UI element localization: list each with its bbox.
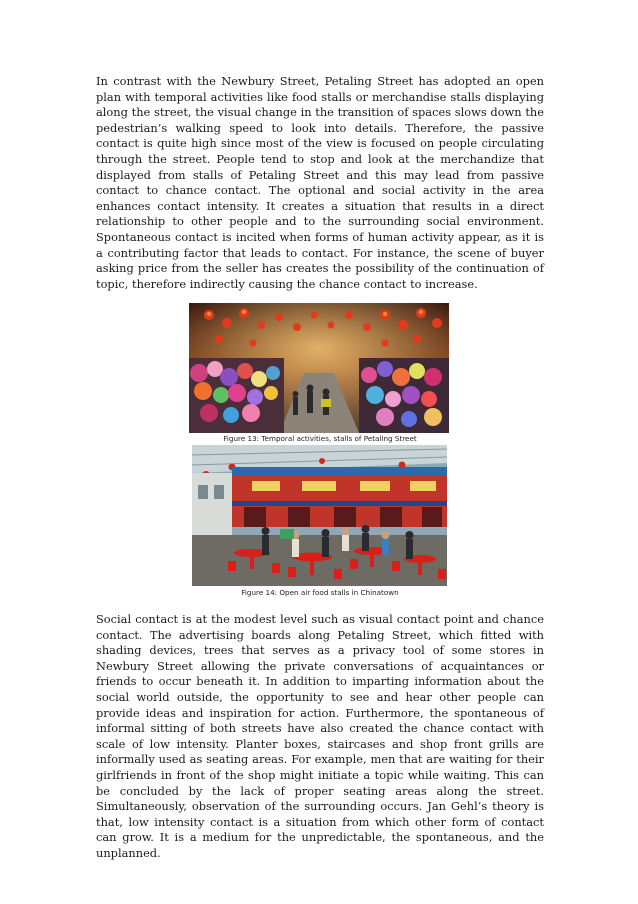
figure-14-caption: Figure 14: Open air food stalls in Chinatown bbox=[241, 588, 399, 597]
figure-13-caption: Figure 13: Temporal activities, stalls of Petaling Street bbox=[223, 434, 417, 443]
figure-13-photo bbox=[189, 303, 449, 433]
figure-14-photo bbox=[192, 445, 447, 586]
body-paragraph-1: In contrast with the Newbury Street, Petaling Street has adopted an open plan with temporal activities like food stalls or merchandise stalls displaying along the street, the visual change in the transition of spaces slows down the pedestrian’s walking speed to look into details. Therefore, the passive contact is quite high since most of the view is focused on people circulating through the street. People tend to stop and look at the merchandize that displayed from stalls of Petaling Street and this may lead from passive contact to chance contact. The optional and social activity in the area enhances contact intensity. It creates a situation that results in a direct relationship to other people and to the surrounding social environment. Spontaneous contact is incited when forms of human activity appear, as it is a contributing factor that leads to contact. For instance, the scene of buyer asking price from the seller has creates the possibility of the continuation of topic, therefore indirectly causing the chance contact to increase. bbox=[96, 74, 544, 291]
body-paragraph-2: Social contact is at the modest level such as visual contact point and chance contact. The advertising boards along Petaling Street, which fitted with shading devices, trees that serves as a privacy tool of some stores in Newbury Street allowing the private conversations of acquaintances or friends to occur beneath it. In addition to imparting information about the social world outside, the opportunity to see and hear other people can provide ideas and inspiration for action. Furthermore, the spontaneous of informal sitting of both streets have also created the chance contact with scale of low intensity. Planter boxes, staircases and shop front grills are informally used as seating areas. For example, men that are waiting for their girlfriends in front of the shop might initiate a topic while waiting. This can be concluded by the lack of proper seating areas along the street. Simultaneously, observation of the surrounding occurs. Jan Gehl’s theory is that, low intensity contact is a situation from which other form of contact can grow. It is a medium for the unpredictable, the spontaneous, and the unplanned. bbox=[96, 612, 544, 860]
